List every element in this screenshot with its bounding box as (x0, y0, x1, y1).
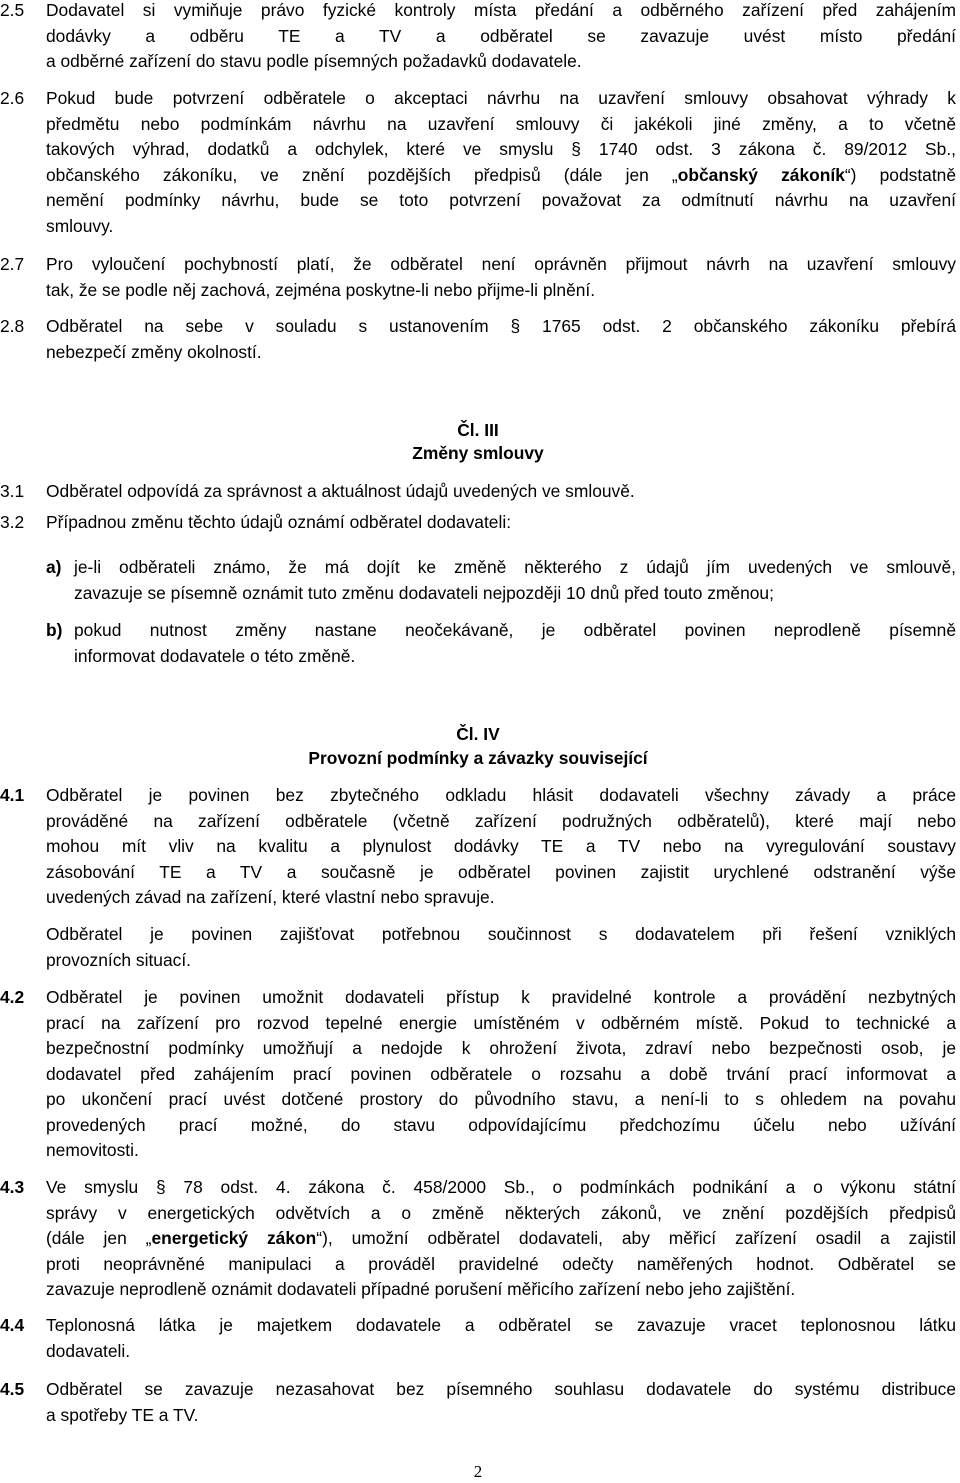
line-text: občanského zákoníku, ve znění pozdějších předpisů (dále jen „ (46, 164, 678, 185)
clause-3-2-item-a (46, 555, 956, 606)
clause-4-3 (0, 1175, 956, 1303)
clause-line (46, 1226, 956, 1252)
clause-line: tak, že se podle něj zachová, zejména poskytne-li nebo přijme-li plnění. (46, 279, 596, 300)
section-title: Změny smlouvy (412, 443, 544, 463)
clause-line: smlouvy. (46, 215, 114, 236)
clause-2-7 (0, 252, 956, 303)
clause-4-4 (0, 1313, 956, 1364)
clause-line: mohou mít vliv na kvalitu a plynulost dodávky TE a TV nebo na vyregulování soustavy (46, 836, 956, 856)
clause-4-2 (0, 985, 956, 1164)
clause-number: 2.7 (0, 254, 25, 274)
clause-line: Odběratel je povinen zajišťovat potřebnou součinnost s dodavatelem při řešení vzniklých (46, 924, 956, 944)
clause-line: prací na zařízení pro rozvod tepelné energie umístěném v odběrném místě. Pokud to technické a (46, 1012, 956, 1033)
defined-term: občanský zákoník (677, 164, 845, 185)
clause-line: Pro vyloučení pochybností platí, že odběratel není oprávněn přijmout návrh na uzavření smlouvy (46, 254, 956, 274)
clause-line: je-li odběrateli známo, že má dojít ke změně některého z údajů jím uvedených ve smlouvě, (74, 557, 956, 577)
clause-line (46, 163, 956, 189)
clause-line: zavazuje se písemně oznámit tuto změnu dodavateli nejpozději 10 dnů před touto změnou; (74, 582, 774, 603)
clause-line: zavazuje neprodleně oznámit dodavateli případné porušení měřicího zařízení nebo jeho zajištění. (46, 1279, 796, 1299)
clause-4-5 (0, 1377, 956, 1428)
line-text: “) podstatně (844, 164, 956, 185)
clause-4-1 (0, 783, 956, 911)
clause-2-8 (0, 314, 956, 365)
clause-line: zásobování TE a TV a současně je odběratel povinen zajistit urychlené odstranění výše (46, 861, 956, 882)
clause-line: uvedených závad na zařízení, které vlastní nebo spravuje. (46, 887, 495, 907)
clause-line: předmětu nebo podmínkám návrhu na uzavření smlouvy či jakékoli jiné změny, a to včetně (46, 113, 956, 134)
clause-line: Pokud bude potvrzení odběratele o akceptaci návrhu na uzavření smlouvy obsahovat výhrady k (46, 88, 956, 108)
clause-line: provozních situací. (46, 949, 191, 970)
clause-number: 2.5 (0, 0, 25, 20)
clause-line: Odběratel se zavazuje nezasahovat bez písemného souhlasu dodavatele do systému distribuce (46, 1379, 956, 1399)
section-title: Provozní podmínky a závazky související (308, 748, 648, 768)
item-label: b) (46, 620, 63, 640)
clause-line: nebezpečí změny okolností. (46, 341, 262, 362)
clause-line: správy v energetických odvětvích a o změně některých zákonů, ve znění pozdějších předpisů (46, 1202, 956, 1223)
clause-number: 4.5 (0, 1379, 25, 1399)
clause-line: Odběratel je povinen bez zbytečného odkladu hlásit dodavateli všechny závady a práce (46, 785, 956, 805)
item-label: a) (46, 557, 62, 577)
clause-line: dodavateli. (46, 1340, 131, 1361)
clause-line: Teplonosná látka je majetkem dodavatele a odběratel se zavazuje vracet teplonosnou látku (46, 1315, 956, 1335)
clause-line: Odběratel na sebe v souladu s ustanovením § 1765 odst. 2 občanského zákoníku přebírá (46, 316, 956, 336)
clause-3-2 (0, 510, 956, 536)
clause-line: prováděné na zařízení odběratele (včetně zařízení podružných odběratelů), které mají nebo (46, 810, 956, 831)
clause-number: 4.4 (0, 1315, 25, 1335)
section-number: Čl. III (457, 420, 499, 440)
clause-4-1-continued (0, 922, 956, 973)
clause-number: 2.6 (0, 88, 25, 108)
clause-3-2-item-b (46, 618, 956, 669)
clause-number: 2.8 (0, 316, 25, 336)
section-number: Čl. IV (456, 724, 500, 744)
clause-number: 4.2 (0, 987, 25, 1007)
line-text: “), umožní odběratel dodavateli, aby měřicí zařízení osadil a zajistil (316, 1228, 956, 1248)
clause-line: takových výhrad, dodatků a odchylek, které ve smyslu § 1740 odst. 3 zákona č. 89/2012 Sb., (46, 139, 956, 159)
clause-line: Odběratel odpovídá za správnost a aktuálnost údajů uvedených ve smlouvě. (46, 481, 635, 501)
page-number: 2 (473, 1462, 483, 1481)
clause-line: Odběratel je povinen umožnit dodavateli přístup k pravidelné kontrole a provádění nezbytných (46, 987, 956, 1007)
clause-line: Ve smyslu § 78 odst. 4. zákona č. 458/2000 Sb., o podmínkách podnikání a o výkonu státní (46, 1177, 956, 1197)
clause-line: provedených prací možné, do stavu odpovídajícímu předchozímu účelu nebo užívání (46, 1114, 956, 1135)
clause-2-5 (0, 0, 956, 75)
clause-number: 3.2 (0, 512, 25, 532)
clause-line: nemovitosti. (46, 1140, 139, 1160)
clause-number: 4.3 (0, 1177, 25, 1197)
clause-3-1 (0, 479, 956, 505)
clause-line: pokud nutnost změny nastane neočekávaně, je odběratel povinen neprodleně písemně (74, 620, 956, 640)
clause-line: nemění podmínky návrhu, bude se toto potvrzení považovat za odmítnutí návrhu na uzavření (46, 190, 956, 210)
clause-line: dodavatel před zahájením prací povinen odběratele o rozsahu a době trvání prací informovat a (46, 1063, 956, 1084)
clause-line: proti neoprávněné manipulaci a prováděl pravidelné odečty naměřených hodnot. Odběratel se (46, 1253, 956, 1274)
defined-term: energetický zákon (151, 1228, 317, 1248)
clause-number: 3.1 (0, 481, 25, 501)
clause-number: 4.1 (0, 785, 25, 805)
clause-2-6 (0, 86, 956, 239)
clause-line: po ukončení prací uvést dotčené prostory do původního stavu, a není-li to s ohledem na povahu (46, 1089, 956, 1109)
line-text: (dále jen „ (46, 1228, 152, 1248)
clause-line: a odběrné zařízení do stavu podle písemných požadavků dodavatele. (46, 51, 582, 71)
clause-line: Případnou změnu těchto údajů oznámí odběratel dodavateli: (46, 512, 512, 532)
clause-line: bezpečnostní podmínky umožňují a nedojde k ohrožení života, zdraví nebo bezpečnosti osob, je (46, 1038, 956, 1058)
clause-line: Dodavatel si vymiňuje právo fyzické kontroly místa předání a odběrného zařízení před zahájením (46, 0, 956, 20)
clause-line: a spotřeby TE a TV. (46, 1404, 199, 1425)
clause-line: informovat dodavatele o této změně. (74, 645, 356, 666)
clause-line: dodávky a odběru TE a TV a odběratel se zavazuje uvést místo předání (46, 25, 956, 46)
